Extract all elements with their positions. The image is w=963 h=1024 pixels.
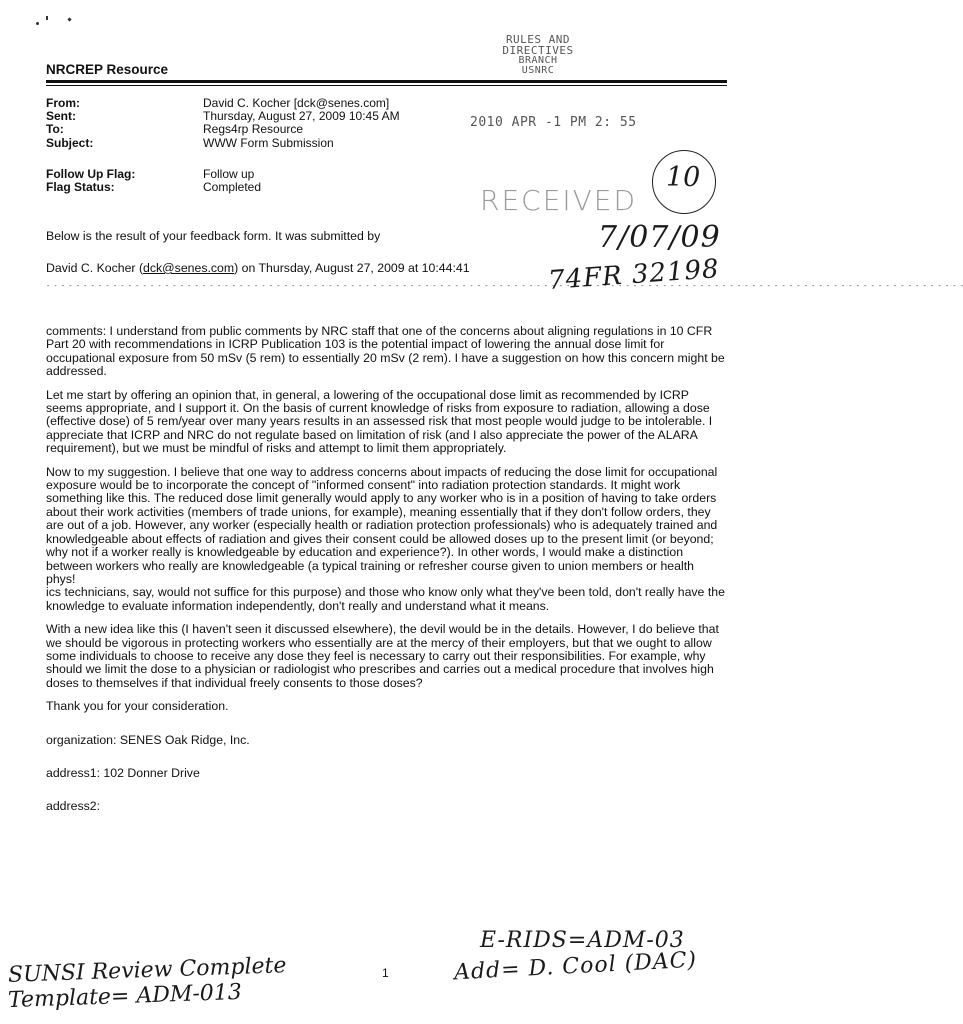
scan-speck bbox=[46, 16, 48, 20]
handwritten-template: Template= ADM-013 bbox=[7, 979, 243, 1014]
stamp-datetime: 2010 APR -1 PM 2: 55 bbox=[470, 115, 637, 130]
to-value: Regs4rp Resource bbox=[203, 122, 304, 136]
to-label: To: bbox=[46, 122, 64, 136]
header-rule-thin bbox=[46, 85, 727, 86]
comment-body bbox=[46, 325, 726, 824]
handwritten-add-reviewer: Add= D. Cool (DAC) bbox=[453, 947, 698, 986]
handwritten-fr-reference: 74FR 32198 bbox=[547, 254, 721, 296]
from-label: From: bbox=[46, 96, 80, 110]
rules-directives-stamp bbox=[478, 34, 598, 76]
follow-up-flag-value: Follow up bbox=[203, 167, 255, 181]
handwritten-sunsi-review: SUNSI Review Complete bbox=[7, 953, 287, 988]
from-value: David C. Kocher [dck@senes.com] bbox=[203, 96, 390, 110]
intro-line-1: Below is the result of your feedback form. It was submitted by bbox=[46, 229, 381, 243]
follow-up-flag-label: Follow Up Flag: bbox=[46, 167, 136, 181]
scan-speck bbox=[67, 17, 71, 21]
body-paragraph-4: With a new idea like this (I haven't seen it discussed elsewhere), the devil would be in the details. However, I do believe that we should be vigorous in protecting workers who essentially are at the mercy of their employers, but that we ought to allow some individuals to choose to receive any dose they feel is necessary to carry out their responsibilities. For example, why should we limit the dose to a physician or radiologist who prescribes and carries out a medical procedure that involves high doses to themselves if that individual freely consents to those doses? bbox=[46, 622, 719, 690]
header-rule-thick bbox=[46, 80, 727, 83]
body-paragraph-3 bbox=[46, 466, 726, 613]
dashed-separator: - - - - - - - - - - - - - - - - - - - - - - - - - - - - - - - - - - - - - - - - - - - - - - - - - - - - - - - - - - - - - - - - - - - - - - - - - - - - - - - - - - - - - - - - - - - - - - - - - - - - - - - - - - - - - - - - - - - - - - - - - - - - bbox=[46, 282, 963, 290]
stamp-line-3: USNRC bbox=[521, 65, 555, 76]
email-link[interactable]: dck@senes.com bbox=[143, 261, 235, 275]
received-stamp: RECEIVED bbox=[480, 184, 638, 217]
intro-timestamp: ) on Thursday, August 27, 2009 at 10:44:41 bbox=[234, 261, 470, 275]
body-organization: organization: SENES Oak Ridge, Inc. bbox=[46, 732, 250, 747]
body-address1: address1: 102 Donner Drive bbox=[46, 765, 200, 780]
page-number: 1 bbox=[382, 966, 389, 980]
subject-value: WWW Form Submission bbox=[203, 136, 334, 150]
handwritten-circle-number: 10 bbox=[666, 162, 701, 193]
flag-status-label: Flag Status: bbox=[46, 180, 115, 194]
stamp-line-1: RULES AND DIRECTIVES bbox=[502, 33, 574, 57]
sent-label: Sent: bbox=[46, 109, 76, 123]
body-paragraph-3-main: Now to my suggestion. I believe that one way to address concerns about impacts of reducing the dose limit for occupational exposure would be to incorporate the concept of "informed consent" into radiation protection standards. It might work something like this. The reduced dose limit generally would apply to any worker who is in a position of having to take orders about their work activities (members of trade unions, for example), meaning essentially that if they don't follow orders, they are out of a job. However, any worker (especially health or radiation protection professionals) who is adequately trained and knowledgeable about effects of radiation and gives their consent could be allowed doses up to the present limit (or beyond; why not if a worker really is knowledgeable by education and experience?). In other words, I would make a distinction between workers who really are knowledgeable (a typical training or refresher course given to union members or health phys! bbox=[46, 464, 718, 586]
intro-author: David C. Kocher ( bbox=[46, 261, 144, 275]
flag-status-value: Completed bbox=[203, 180, 262, 194]
subject-label: Subject: bbox=[46, 136, 94, 150]
handwritten-erids: E-RIDS=ADM-03 bbox=[480, 928, 685, 953]
handwritten-date: 7/07/09 bbox=[598, 220, 721, 255]
intro-line-2 bbox=[46, 262, 470, 275]
document-header-title: NRCREP Resource bbox=[46, 62, 169, 77]
body-paragraph-5: Thank you for your consideration. bbox=[46, 699, 229, 714]
stamp-line-2: BRANCH bbox=[518, 55, 558, 66]
body-address2: address2: bbox=[46, 799, 101, 814]
body-paragraph-3-cont: ics technicians, say, would not suffice for this purpose) and those who know only what they've been told, don't really have the knowledge to evaluate information independently, don't really and understand what it means. bbox=[46, 585, 725, 613]
body-paragraph-2: Let me start by offering an opinion that, in general, a lowering of the occupational dose limit as recommended by ICRP seems appropriate, and I support it. On the basis of current knowledge of risks from exposure to radiation, allowing a dose (effective dose) of 5 rem/year over many years results in an assessed risk that most people would judge to be intolerable. I appreciate that ICRP and NRC do not regulate based on limitation of risk (and I also appreciate the power of the ALARA requirement), but we must be mindful of risks and attempt to limit them appropriately. bbox=[46, 387, 713, 456]
scan-speck bbox=[36, 22, 39, 25]
sent-value: Thursday, August 27, 2009 10:45 AM bbox=[203, 109, 400, 123]
body-paragraph-1: comments: I understand from public comments by NRC staff that one of the concerns about aligning regulations in 10 CFR Part 20 with recommendations in ICRP Publication 103 is the potential impact of lowering the annual dose limit for occupational exposure from 50 mSv (5 rem) to essentially 20 mSv (2 rem). I have a suggestion on how this concern might be addressed. bbox=[46, 324, 725, 379]
